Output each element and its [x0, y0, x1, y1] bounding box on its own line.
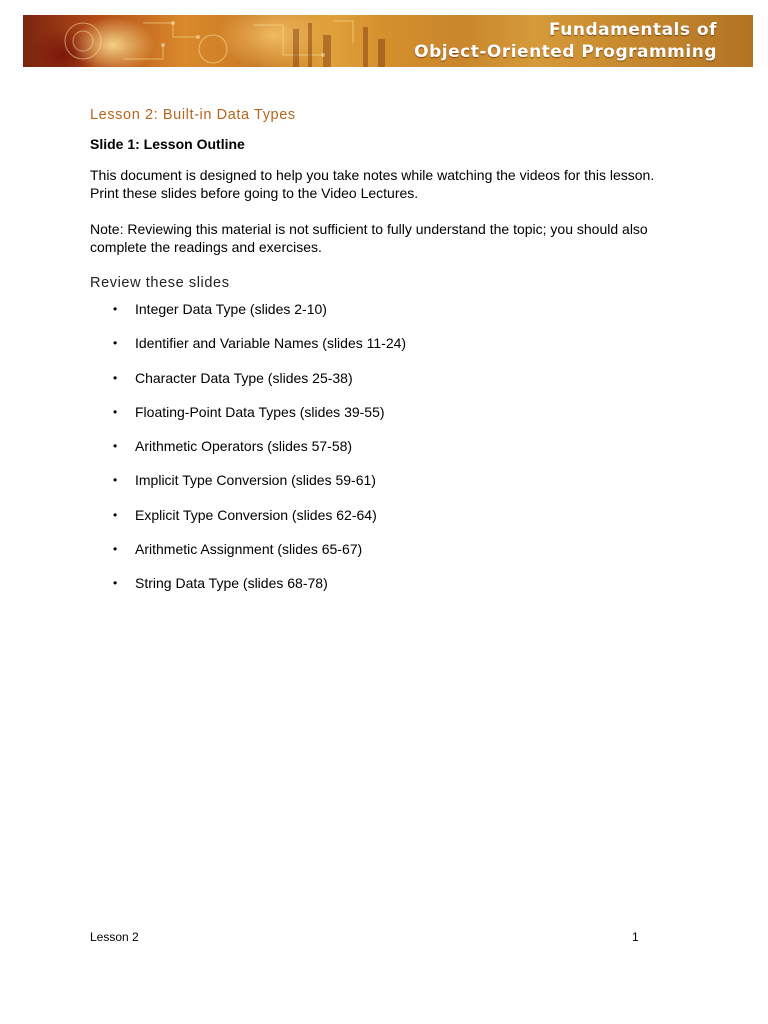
course-title-line1: Fundamentals of: [549, 20, 717, 40]
footer-lesson-label: Lesson 2: [90, 930, 139, 944]
list-item: [90, 404, 670, 421]
list-item-text: Arithmetic Assignment (slides 65-67): [135, 541, 363, 558]
lesson-title: Lesson 2: Built-in Data Types: [90, 107, 296, 123]
list-item: [90, 370, 670, 387]
list-item: [90, 575, 670, 592]
header-banner: [23, 15, 753, 67]
note-paragraph: Note: Reviewing this material is not sufficient to fully understand the topic; you should also complete the readings and exercises.: [90, 221, 648, 255]
list-item-text: Implicit Type Conversion (slides 59-61): [135, 472, 376, 489]
bullet-icon: •: [113, 507, 118, 522]
list-item: [90, 335, 670, 352]
list-item: [90, 472, 670, 489]
circuit-gears-collage-icon: [23, 15, 423, 67]
list-item-text: Identifier and Variable Names (slides 11-24): [135, 335, 407, 352]
list-item: [90, 507, 670, 524]
intro-paragraph: This document is designed to help you take notes while watching the videos for this lesson. Print these slides before going to the Video Lectures.: [90, 167, 655, 201]
list-item-text: String Data Type (slides 68-78): [135, 575, 328, 592]
slide-heading: Slide 1: Lesson Outline: [90, 136, 245, 152]
bullet-icon: •: [113, 370, 118, 385]
page-number: 1: [632, 930, 639, 944]
bullet-icon: •: [113, 404, 118, 419]
list-item-text: Integer Data Type (slides 2-10): [135, 301, 327, 317]
list-item-text: Character Data Type (slides 25-38): [135, 369, 353, 386]
review-heading: Review these slides: [90, 275, 230, 291]
list-item-text: Arithmetic Operators (slides 57-58): [135, 438, 353, 455]
bullet-icon: •: [113, 576, 118, 591]
bullet-icon: •: [113, 542, 118, 557]
list-item-text: Floating-Point Data Types (slides 39-55): [135, 403, 385, 420]
document-body: [90, 107, 670, 610]
list-item: [90, 541, 670, 558]
bullet-icon: •: [113, 439, 118, 454]
list-item: [90, 438, 670, 455]
list-item-text: Explicit Type Conversion (slides 62-64): [135, 506, 377, 523]
list-item: [90, 301, 670, 318]
bullet-icon: •: [113, 473, 118, 488]
bullet-icon: •: [113, 336, 118, 351]
bullet-icon: •: [113, 302, 118, 316]
course-title: [414, 19, 717, 63]
course-title-line2: Object-Oriented Programming: [414, 42, 717, 62]
review-list: [90, 301, 670, 592]
